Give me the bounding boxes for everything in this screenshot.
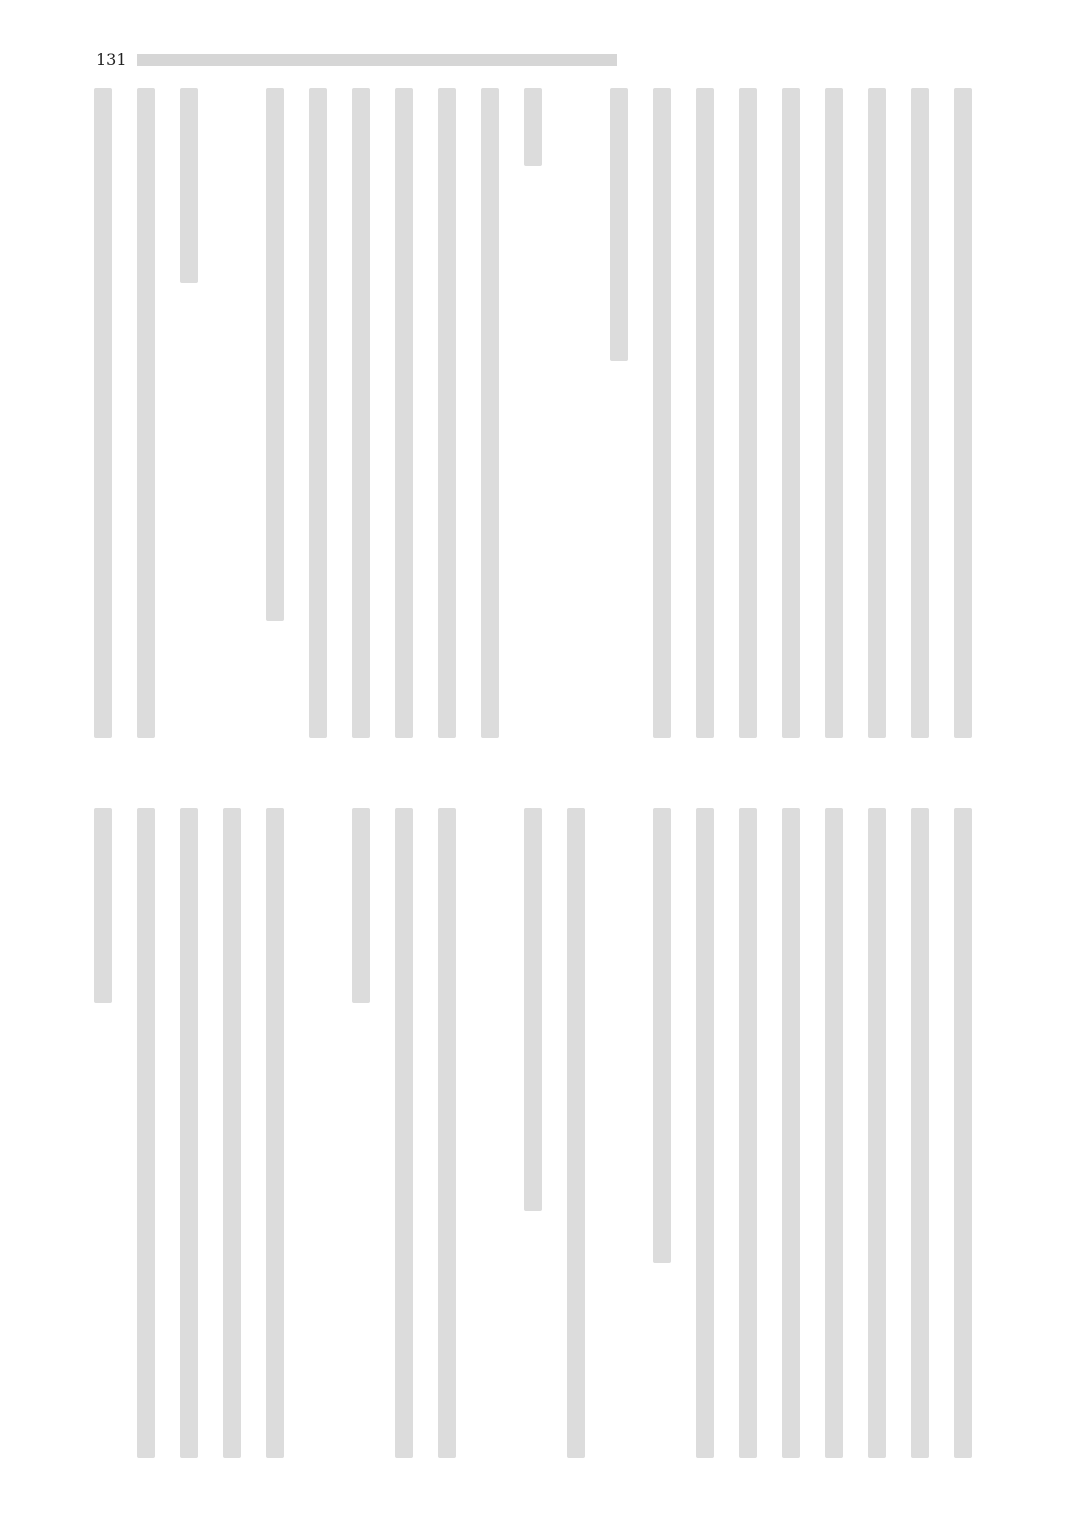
redacted-text-line bbox=[825, 88, 843, 738]
redacted-text-line bbox=[868, 88, 886, 738]
text-column bbox=[727, 808, 770, 1458]
redacted-text-line bbox=[911, 808, 929, 1458]
text-column bbox=[684, 808, 727, 1458]
text-column bbox=[512, 88, 555, 738]
redacted-text-line bbox=[954, 88, 972, 738]
text-column bbox=[426, 88, 469, 738]
redacted-text-line bbox=[696, 808, 714, 1458]
redacted-text-line bbox=[524, 88, 542, 166]
redacted-text-line bbox=[137, 88, 155, 738]
redacted-text-line bbox=[481, 88, 499, 738]
text-column bbox=[598, 88, 641, 738]
text-column bbox=[383, 88, 426, 738]
redacted-text-line bbox=[567, 808, 585, 1458]
redacted-text-line bbox=[954, 808, 972, 1458]
text-column bbox=[125, 808, 168, 1458]
text-column bbox=[254, 88, 297, 738]
text-column bbox=[297, 808, 340, 1458]
text-column bbox=[641, 88, 684, 738]
text-column bbox=[899, 808, 942, 1458]
redacted-text-line bbox=[739, 88, 757, 738]
text-column bbox=[254, 808, 297, 1458]
redacted-text-line bbox=[94, 808, 112, 1003]
text-column bbox=[856, 808, 899, 1458]
redacted-text-line bbox=[438, 88, 456, 738]
text-column bbox=[469, 88, 512, 738]
text-column bbox=[168, 808, 211, 1458]
redacted-text-line bbox=[352, 808, 370, 1003]
redacted-text-line bbox=[868, 808, 886, 1458]
text-column bbox=[813, 808, 856, 1458]
text-column bbox=[125, 88, 168, 738]
text-column bbox=[297, 88, 340, 738]
page-number: 131 bbox=[96, 50, 127, 69]
text-column bbox=[942, 808, 985, 1458]
text-column bbox=[684, 88, 727, 738]
text-column bbox=[813, 88, 856, 738]
redacted-text-line bbox=[395, 808, 413, 1458]
bottom-text-tier bbox=[80, 808, 985, 1458]
text-column bbox=[555, 808, 598, 1458]
text-column bbox=[727, 88, 770, 738]
redacted-text-line bbox=[266, 808, 284, 1458]
text-column bbox=[770, 88, 813, 738]
text-column bbox=[211, 88, 254, 738]
redacted-text-line bbox=[911, 88, 929, 738]
text-column bbox=[211, 808, 254, 1458]
text-column bbox=[770, 808, 813, 1458]
redacted-text-line bbox=[266, 88, 284, 621]
redacted-text-line bbox=[653, 808, 671, 1263]
header-title-redacted bbox=[137, 54, 617, 66]
text-column bbox=[82, 88, 125, 738]
redacted-text-line bbox=[137, 808, 155, 1458]
text-column bbox=[168, 88, 211, 738]
text-column bbox=[340, 808, 383, 1458]
redacted-text-line bbox=[94, 88, 112, 738]
redacted-text-line bbox=[739, 808, 757, 1458]
running-header bbox=[96, 50, 617, 69]
text-column bbox=[340, 88, 383, 738]
redacted-text-line bbox=[309, 88, 327, 738]
text-column bbox=[856, 88, 899, 738]
redacted-text-line bbox=[438, 808, 456, 1458]
text-column bbox=[899, 88, 942, 738]
redacted-text-line bbox=[395, 88, 413, 738]
redacted-text-line bbox=[782, 88, 800, 738]
redacted-text-line bbox=[610, 88, 628, 361]
redacted-text-line bbox=[352, 88, 370, 738]
top-text-tier bbox=[80, 88, 985, 738]
text-column bbox=[641, 808, 684, 1458]
text-column bbox=[426, 808, 469, 1458]
text-column bbox=[598, 808, 641, 1458]
text-column bbox=[469, 808, 512, 1458]
redacted-text-line bbox=[653, 88, 671, 738]
text-column bbox=[383, 808, 426, 1458]
redacted-text-line bbox=[180, 88, 198, 283]
text-column bbox=[555, 88, 598, 738]
redacted-text-line bbox=[782, 808, 800, 1458]
text-column bbox=[942, 88, 985, 738]
text-column bbox=[82, 808, 125, 1458]
text-column bbox=[512, 808, 555, 1458]
redacted-text-line bbox=[696, 88, 714, 738]
redacted-text-line bbox=[180, 808, 198, 1458]
redacted-text-line bbox=[223, 808, 241, 1458]
redacted-text-line bbox=[524, 808, 542, 1211]
redacted-text-line bbox=[825, 808, 843, 1458]
